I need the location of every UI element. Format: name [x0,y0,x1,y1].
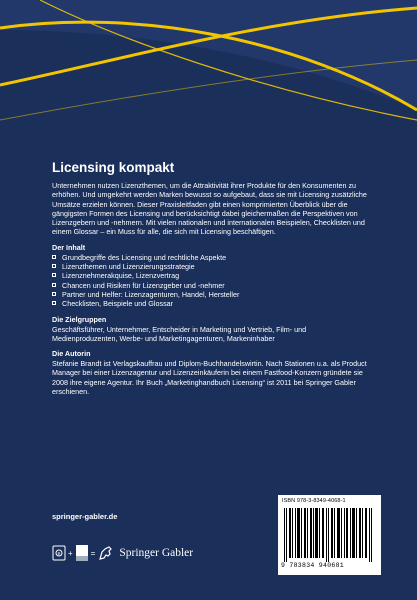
publisher-logos [52,542,193,564]
svg-text:e: e [57,551,61,557]
autorin-heading: Die Autorin [52,349,91,359]
decorative-curves [0,0,417,140]
bullet-square-icon [52,273,56,277]
book-title: Licensing kompakt [52,160,175,175]
bullet-square-icon [52,301,56,305]
publisher-website[interactable]: springer-gabler.de [52,512,118,521]
intro-paragraph: Unternehmen nutzen Lizenzthemen, um die Attraktivität ihrer Produkte für den Konsumenten zu erhöhen. Und umgekehrt werden Marken bewusst so aufgebaut, dass sie mit Licensing zusätzliche Umsätze erzielen können. Dieser Praxisleitfaden gibt einen komprimierten Überblick über die gängigsten Formen des Licensing und berücksichtigt dabei gleichermaßen die Perspektiven von Lizenzgebern und -nehmern. Mit vielen nationalen und internationalen Beispielen, Checklisten und einem Glossar – ein Muss für alle, die sich mit Licensing beschäftigen. [52,181,367,237]
plus-symbol: + [68,548,73,558]
isbn-number: ISBN 978-3-8349-4068-1 [282,498,346,504]
barcode-image [284,508,376,562]
barcode-digits: 9 783834 940681 [281,562,345,569]
equals-symbol: = [90,548,96,558]
ebook-icon [52,545,66,561]
springer-horse-icon [97,544,115,562]
list-item: Lizenzthemen und Lizenzierungsstrategie [52,262,372,271]
list-item: Lizenznehmerakquise, Lizenzvertrag [52,271,372,280]
inhalt-heading: Der Inhalt [52,242,86,252]
zielgruppen-text: Geschäftsführer, Unternehmer, Entscheider in Marketing und Vertrieb, Film- und Medienproduzenten, Werbe- und Marketingagenturen, Markeninhaber [52,324,307,343]
bullet-square-icon [52,283,56,287]
bullet-square-icon [52,264,56,268]
bullet-square-icon [52,292,56,296]
publisher-name: Springer Gabler [119,547,194,559]
book-icon [75,544,89,562]
list-item: Grundbegriffe des Licensing und rechtliche Aspekte [52,253,372,262]
list-item: Chancen und Risiken für Lizenzgeber und -nehmer [52,281,372,290]
list-item: Partner und Helfer: Lizenzagenturen, Handel, Hersteller [52,290,372,299]
list-item: Checklisten, Beispiele und Glossar [52,299,372,308]
bullet-square-icon [52,255,56,259]
inhalt-list [52,253,372,309]
zielgruppen-heading: Die Zielgruppen [52,314,107,324]
autorin-text: Stefanie Brandt ist Verlagskauffrau und Diplom-Buchhandelswirtin. Nach Stationen u.a. als Product Manager bei einer Lizenzagentur und Lizenzeinkäuferin bei einem Fastfood-Konzern gründete sie 2008 ihre eigene Agentur. Ihr Buch „Marketinghandbuch Licensing“ ist 2011 bei Springer Gabler erschienen. [52,359,367,397]
main-content [52,160,372,402]
barcode-panel [278,495,381,575]
